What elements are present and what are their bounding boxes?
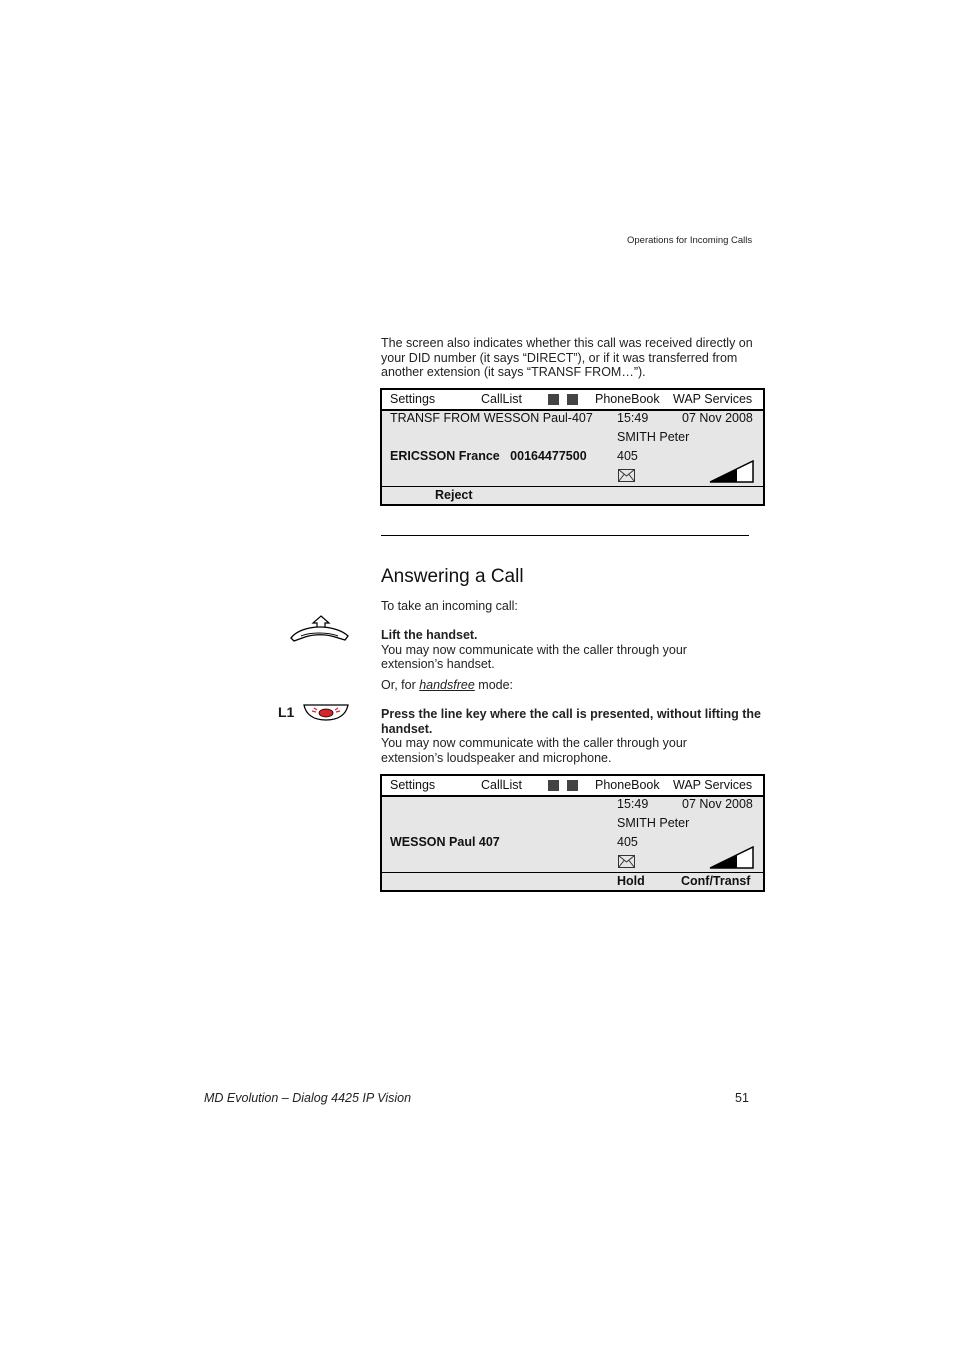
signal-strength-icon <box>709 460 754 483</box>
menu-settings[interactable]: Settings <box>390 392 436 406</box>
softkey-bar <box>382 486 763 504</box>
status-square-icon <box>567 394 578 405</box>
hold-softkey[interactable]: Hold <box>617 874 645 888</box>
phone-screen-connected <box>380 774 765 892</box>
date-display: 07 Nov 2008 <box>682 797 753 811</box>
reject-softkey[interactable]: Reject <box>435 488 473 502</box>
extension-number: 405 <box>617 449 638 463</box>
intro-paragraph: The screen also indicates whether this call was received directly on your DID number (it says “DIRECT”), or if it was transferred from another extension (it says “TRANSF FROM…”). <box>381 336 753 379</box>
caller-info: WESSON Paul 407 <box>390 835 500 849</box>
running-header: Operations for Incoming Calls <box>627 235 753 246</box>
handset-lift-icon <box>288 614 350 644</box>
menu-settings[interactable]: Settings <box>390 778 436 792</box>
menu-calllist[interactable]: CallList <box>481 778 522 792</box>
menu-wap-services[interactable]: WAP Services <box>673 778 753 792</box>
handsfree-link[interactable]: handsfree <box>419 678 475 692</box>
user-name: SMITH Peter <box>617 430 690 444</box>
extension-number: 405 <box>617 835 638 849</box>
time-display: 15:49 <box>617 797 649 811</box>
step-lift-title: Lift the handset. <box>381 628 478 642</box>
phone-screen-transfer <box>380 388 765 506</box>
footer-title: MD Evolution – Dialog 4425 IP Vision <box>204 1091 412 1105</box>
conf-transf-softkey[interactable]: Conf/Transf <box>681 874 751 888</box>
menu-phonebook[interactable]: PhoneBook <box>595 392 660 406</box>
section-lead: To take an incoming call: <box>381 599 518 613</box>
step-line-key-title: Press the line key where the call is presented, without lifting the handset. <box>381 707 761 736</box>
or-handsfree-line: Or, for handsfree mode: <box>381 678 514 692</box>
envelope-icon <box>618 855 635 868</box>
screen-content <box>382 797 763 872</box>
envelope-icon <box>618 469 635 482</box>
line-key-icon[interactable] <box>302 703 350 722</box>
line-key-label: L1 <box>278 704 295 720</box>
screen-content <box>382 411 763 486</box>
menu-phonebook[interactable]: PhoneBook <box>595 778 660 792</box>
status-square-icon <box>548 394 559 405</box>
step-lift-handset <box>381 628 756 672</box>
page-number: 51 <box>735 1091 749 1105</box>
softkey-bar <box>382 872 763 890</box>
menu-calllist[interactable]: CallList <box>481 392 522 406</box>
user-name: SMITH Peter <box>617 816 690 830</box>
transfer-info: TRANSF FROM WESSON Paul-407 <box>390 411 593 425</box>
menu-wap-services[interactable]: WAP Services <box>673 392 753 406</box>
section-title: Answering a Call <box>381 566 524 587</box>
caller-info: ERICSSON France 00164477500 <box>390 449 587 463</box>
signal-strength-icon <box>709 846 754 869</box>
status-square-icon <box>567 780 578 791</box>
screen-menubar <box>382 390 763 411</box>
step-line-key-text: You may now communicate with the caller through your extension’s loudspeaker and microphone. <box>381 736 687 765</box>
screen-menubar <box>382 776 763 797</box>
step-lift-text: You may now communicate with the caller through your extension’s handset. <box>381 642 687 671</box>
time-display: 15:49 <box>617 411 649 425</box>
step-line-key <box>381 707 761 765</box>
section-divider <box>381 535 749 536</box>
status-square-icon <box>548 780 559 791</box>
date-display: 07 Nov 2008 <box>682 411 753 425</box>
